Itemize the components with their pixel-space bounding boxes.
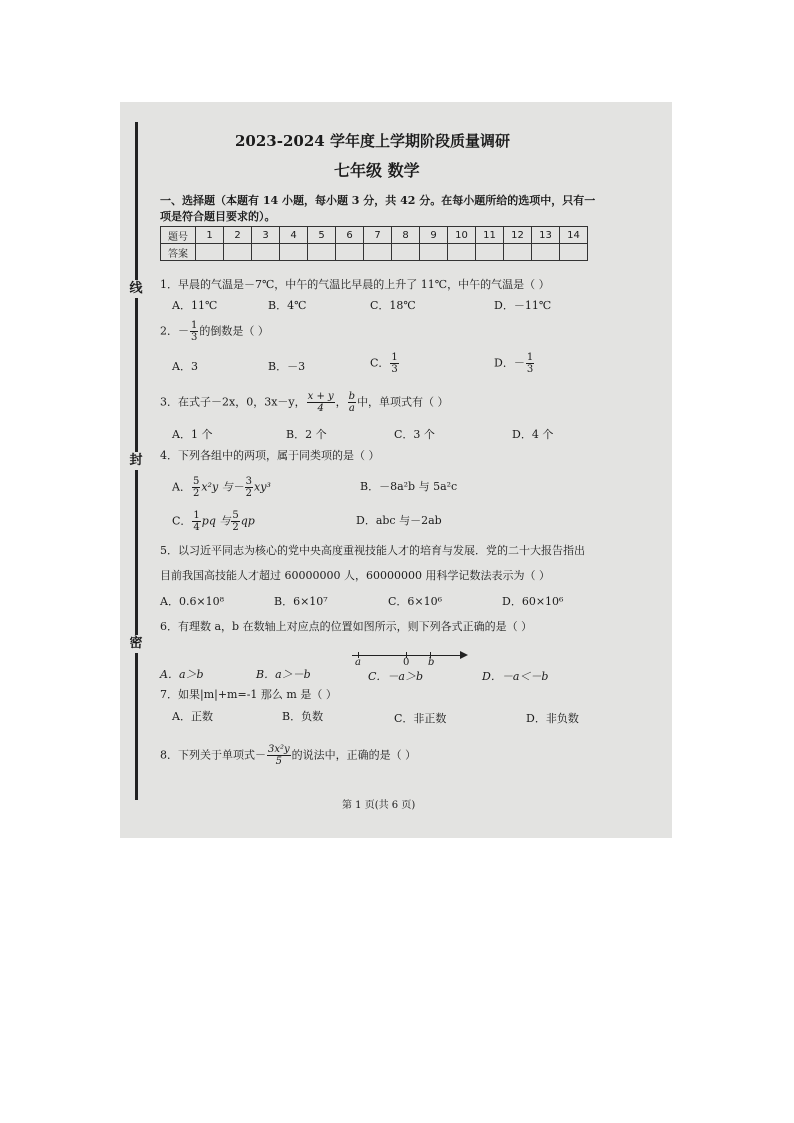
q1-option-a: A．11℃ [172,299,218,312]
q8-fraction: $\frac{\text{3x²y}}{5}$ [268,744,290,767]
answer-cell[interactable] [224,244,252,261]
q2-stem [160,320,269,343]
answer-cell[interactable] [308,244,336,261]
q4-option-a: A． $\frac{5}{2}$ x²y 与－ $\frac{3}{2}$ xy³ [172,476,271,499]
q7-option-a: A．正数 [172,710,213,723]
table-cell-number: 1 [196,227,224,244]
page-footer: 第 1 页(共 6 页) [342,800,416,811]
number-line-label-zero: 0 [403,657,410,668]
table-cell-number: 11 [476,227,504,244]
q2-suffix: 的倒数是（ ） [199,324,269,338]
q7-option-b: B．负数 [282,710,324,723]
table-cell-number: 12 [504,227,532,244]
answer-cell[interactable] [504,244,532,261]
q3-stem: 3．在式子－2x，0，3x－y， $\frac{x + y}{4}$ ， $\frac{b}{a}$ 中，单项式有（ ） [160,391,449,414]
exam-sheet [120,102,672,838]
q7-stem: 7．如果|m|+m=-1 那么 m 是（ ） [160,688,337,701]
q1-option-d: D．－11℃ [494,299,552,312]
table-cell-number: 13 [532,227,560,244]
answer-cell[interactable] [336,244,364,261]
table-cell-number: 5 [308,227,336,244]
q8-stem: 8．下列关于单项式－ $\frac{\text{3x²y}}{5}$ 的说法中，正确的是（ ） [160,744,417,767]
q2-option-a: A．3 [172,360,198,373]
table-cell-number: 8 [392,227,420,244]
answer-cell[interactable] [448,244,476,261]
answer-cell[interactable] [364,244,392,261]
q6-option-d: D．－a＜－b [482,670,549,683]
exam-subtitle: 七年级 数学 [334,161,420,180]
binding-char-feng: 封 [129,453,143,468]
q3-fraction-2: $\frac{b}{a}$ [348,391,356,414]
q6-stem: 6．有理数 a，b 在数轴上对应点的位置如图所示，则下列各式正确的是（ ） [160,620,533,633]
q5-option-d: D．60×10⁶ [502,595,564,608]
number-line-arrow-icon [460,651,468,659]
table-cell-number: 6 [336,227,364,244]
q1-option-c: C．18℃ [370,299,416,312]
q2-fraction: $\frac{1}{3}$ [191,320,198,343]
q3-fraction-1: $\frac{x + y}{4}$ [307,391,334,414]
table-cell-number: 9 [420,227,448,244]
q5-stem-line-2: 目前我国高技能人才超过 60000000 人，60000000 用科学记数法表示为（ ） [160,569,550,582]
answer-cell[interactable] [560,244,588,261]
binding-char-xian: 线 [129,281,143,296]
q7-option-c: C．非正数 [394,712,447,725]
answer-table-header-row [161,227,588,244]
q4-option-c: C． $\frac{1}{4}$ pq 与 $\frac{5}{2}$ qp [172,510,255,533]
q2-prefix: 2．－ [160,324,189,338]
table-cell-number: 14 [560,227,588,244]
table-cell-number: 4 [280,227,308,244]
table-cell-number: 3 [252,227,280,244]
q6-option-a: A．a＞b [160,668,204,681]
table-label-number: 题号 [161,227,196,244]
section-heading-cont: 项是符合题目要求的）。 [160,210,276,223]
table-cell-number: 7 [364,227,392,244]
answer-cell[interactable] [252,244,280,261]
number-line-label-a: a [355,657,361,668]
table-cell-number: 10 [448,227,476,244]
q4-option-b: B．－8a²b 与 5a²c [360,480,458,493]
answer-table-answer-row [161,244,588,261]
q5-option-a: A．0.6×10⁸ [160,595,225,608]
answer-cell[interactable] [196,244,224,261]
q2-option-d: D．－ $\frac{1}{3}$ [494,352,534,375]
section-heading: 一、选择题（本题有 14 小题，每小题 3 分，共 42 分。在每小题所给的选项中，只有一 [160,194,596,207]
q1-option-b: B．4℃ [268,299,307,312]
q5-option-c: C．6×10⁶ [388,595,443,608]
q4-stem: 4．下列各组中的两项，属于同类项的是（ ） [160,449,380,462]
q4-option-d: D．abc 与－2ab [356,514,442,527]
answer-cell[interactable] [280,244,308,261]
q3-option-d: D．4 个 [512,428,554,441]
answer-cell[interactable] [532,244,560,261]
table-cell-number: 2 [224,227,252,244]
q1-stem: 1．早晨的气温是－7℃，中午的气温比早晨的上升了 11℃，中午的气温是（ ） [160,278,550,291]
answer-cell[interactable] [420,244,448,261]
answer-table [160,226,588,261]
q6-option-c: C．－a＞b [368,670,424,683]
number-line-label-b: b [428,657,435,668]
table-label-answer: 答案 [161,244,196,261]
q7-option-d: D．非负数 [526,712,579,725]
q3-option-b: B．2 个 [286,428,327,441]
q2-option-b: B．－3 [268,360,306,373]
q2-option-c: C． $\frac{1}{3}$ [370,352,398,375]
q5-option-b: B．6×10⁷ [274,595,328,608]
number-line-axis [352,655,464,656]
q6-option-b: B．a＞－b [256,668,311,681]
answer-cell[interactable] [392,244,420,261]
answer-cell[interactable] [476,244,504,261]
binding-char-mi: 密 [129,636,143,651]
exam-title: 2023-2024 学年度上学期阶段质量调研 [235,132,510,150]
q5-stem-line-1: 5．以习近平同志为核心的党中央高度重视技能人才的培育与发展．党的二十大报告指出 [160,544,585,557]
q3-option-c: C．3 个 [394,428,435,441]
q3-option-a: A．1 个 [172,428,213,441]
